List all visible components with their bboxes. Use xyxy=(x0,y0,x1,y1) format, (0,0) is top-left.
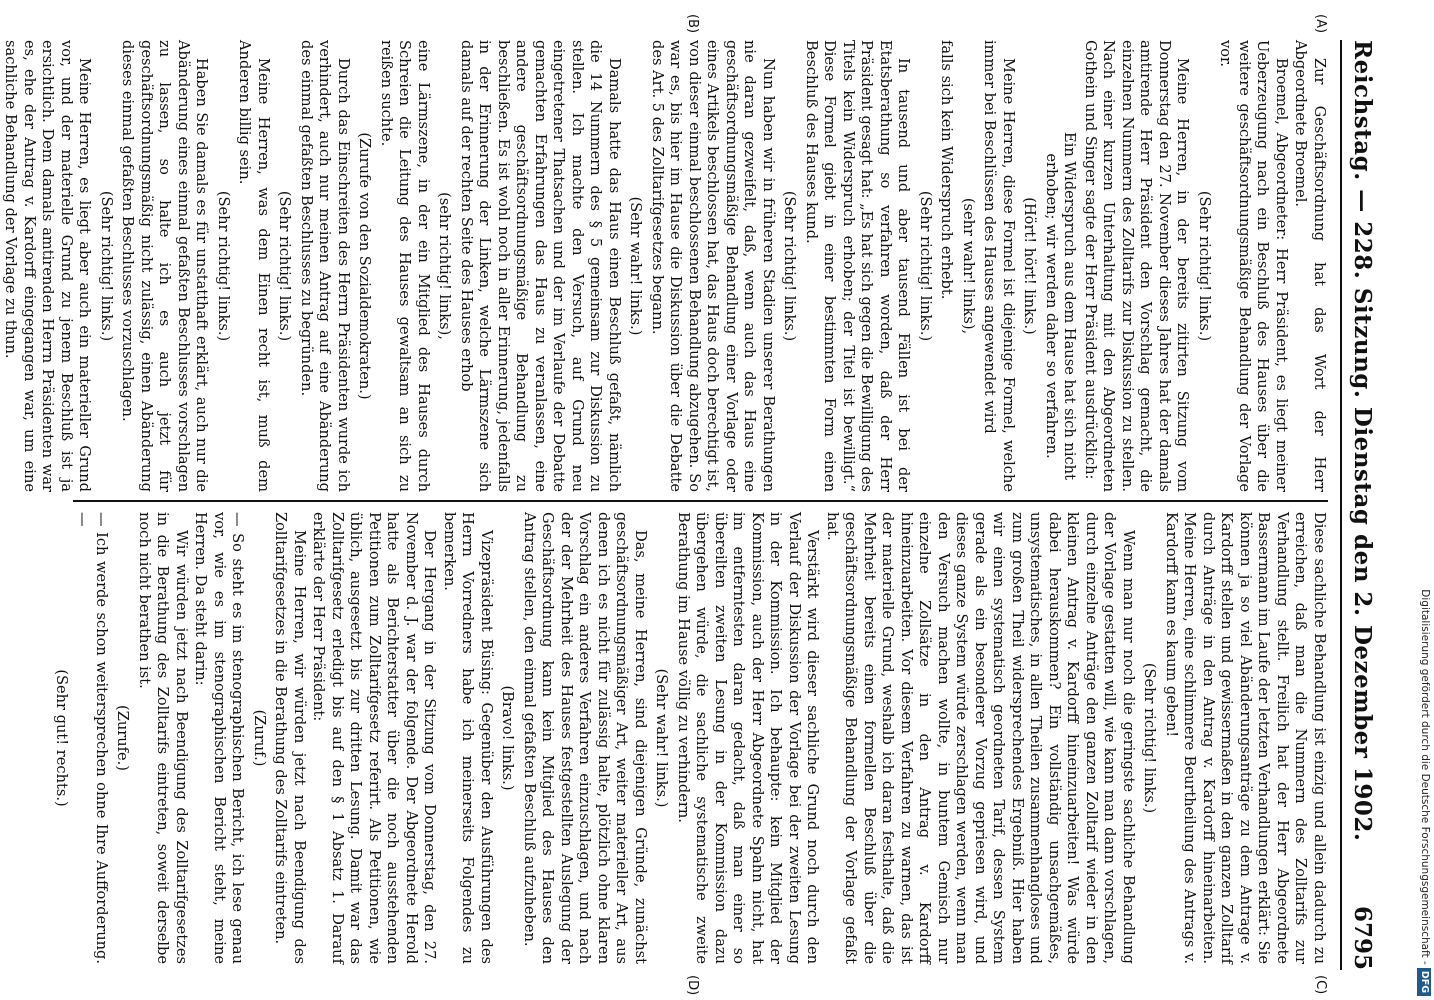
paragraph: Wenn man nur noch die geringste sachliche Behandlung der Vorlage gestatten will, wie kann man dann vorschlagen, durch einzelne Anträge den ganzen Zolltarif wieder in den kleinen Antrag v. Kardorff hineinzuarbeiten! Was würde dabei herauskommen? Ein vollständig unsachgemäßes, unsystematisches, in allen Theilen zusammenhangloses und zum großen Theil widersprechendes Ergebniß. Hier haben wir einen systematisch geordneten Tarif, dessen System gerade als ein besonderer Vorzug gepriesen wird, und dieses ganze System würde zerschlagen werden, wenn man den Versuch machen wollte, in buntem Gemisch nur einzelne Zollsätze in den Antrag v. Kardorff hineinzuarbeiten. Vor diesem Verfahren zu warnen, das ist der materielle Grund, weshalb ich daran festhalte, daß die Mehrheit bereits einen formellen Beschluß über die geschäftsordnungsmäßige Behandlung der Vorlage gefaßt hat. xyxy=(824,512,1137,964)
paragraph: — Ich werde schon weitersprechen ohne Ihre Aufforderung. — xyxy=(74,512,110,964)
interjection: (Sehr richtig! links.) xyxy=(276,190,294,342)
interjection: (Sehr wahr! links.) xyxy=(627,196,645,336)
interjection: (Hört! hört! links.) xyxy=(1021,197,1039,335)
header-title: Reichstag. — 228. Sitzung. Dienstag den 2. Dezember 1902. xyxy=(1349,40,1376,842)
quotation: Ein Widerspruch aus dem Hause hat sich nicht erhoben; wir werden daher so verfahren. xyxy=(1043,132,1079,480)
paragraph: Broemel, Abgeordneter: Herr Präsident, es liegt meiner Ueberzeugung nach ein Beschluß des Hauses über die weitere geschäftsordnungsmäßige Behandlung der Vorlage vor. xyxy=(1217,40,1290,492)
interjection: (Sehr wahr! links.) xyxy=(653,668,671,808)
column-divider xyxy=(73,500,1328,502)
left-column xyxy=(2,40,1328,492)
interjection: (Zurufe.) xyxy=(114,705,132,771)
interjection: (Sehr gut! rechts.) xyxy=(53,669,70,807)
page-header xyxy=(1340,40,1386,970)
paragraph: falls sich kein Widerspruch erhebt. xyxy=(938,40,956,300)
attribution-strip xyxy=(1418,6,1432,996)
margin-mark-c: (C) xyxy=(1313,975,1328,995)
attribution-label: Digitalisierung gefördert durch die Deutsche Forschungsgemeinschaft - xyxy=(1419,589,1431,965)
paragraph: Das, meine Herren, sind diejenigen Gründe, zunächst geschäftsordnungsmäßiger Art, weiter materieller Art, aus denen ich es nicht für zulässig halte, plötzlich ohne klaren Vorschlag ein anderes Verfahren einzuschlagen, und nach der der Mehrheit des Hauses festgestellten Auslegung der Geschäftsordnung kann kein Mitglied des Hauses den Antrag stellen, den einmal gefaßten Beschluß aufzuheben. xyxy=(521,512,649,964)
interjection: (Sehr richtig! links.) xyxy=(1141,662,1159,814)
paragraph: Vizepräsident Büsing: Gegenüber den Ausführungen des Herrn Vorredners habe ich meinerseits Folgendes zu bemerken. xyxy=(441,512,495,964)
paragraph: In tausend und aber tausend Fällen ist bei der Etatsberathung so verfahren worden, daß der Herr Präsident gesagt hat: „Es hat sich gegen die Bewilligung des Titels kein Widerspruch erhoben; der Titel ist bewilligt.“ Diese Formel giebt in einer bestimmten Form einen Beschluß des Hauses kund. xyxy=(803,40,913,492)
quotation: Meine Herren, wir würden jetzt nach Beendigung des Zolltarifgesetzes in die Berathung des Zolltarifs eintreten. xyxy=(272,512,308,964)
attribution-text xyxy=(1418,6,1432,996)
paragraph: Durch das Einschreiten des Herrn Präsidenten wurde ich verhindert, auch nur meinen Antrag auf eine Abänderung des einmal gefaßten Beschlusses zu begründen. xyxy=(298,40,352,492)
interjection: (sehr richtig! links), xyxy=(436,192,454,340)
interjection: (Zurufe von den Sozialdemokraten.) xyxy=(356,132,374,400)
paragraph: Meine Herren, diese Formel ist diejenige Formel, welche immer bei Beschlüssen des Hauses angewendet wird xyxy=(981,40,1017,492)
margin-mark-b: (B) xyxy=(685,14,700,34)
interjection: (Sehr richtig! links.) xyxy=(215,190,232,342)
paragraph: Diese sachliche Behandlung ist einzig und allein dadurch zu erreichen, daß man die Nummern des Zolltarifs zur Verhandlung stellt. Freilich hat der Herr Abgeordnete Bassermann im Laufe der letzten Verhandlungen erklärt: Sie können ja so viel Abänderungsanträge zu dem Antrage v. Kardorff stellen und gewissermaßen in den ganzen Zolltarif durch Anträge in den Antrag v. Kardorff hineinarbeiten. Meine Herren, eine schlimmere Beurtheilung des Antrags v. Kardorff kann es kaum geben! xyxy=(1163,512,1328,964)
interjection: (Sehr richtig! links.) xyxy=(917,190,934,342)
quotation: Wir würden jetzt nach Beendigung des Zolltarifgesetzes in die Berathung des Zolltarifs eintreten, soweit derselbe noch nicht berathen ist. xyxy=(136,512,190,964)
paragraph: Zur Geschäftsordnung hat das Wort der Herr Abgeordnete Broemel. xyxy=(1292,40,1328,492)
interjection: (Sehr richtig! links.) xyxy=(1196,190,1213,342)
interjection: (Sehr richtig! links.) xyxy=(98,190,115,342)
paragraph: Verstärkt wird dieser sachliche Grund noch durch den Verlauf der Diskussion der Vorlage bei der zweiten Lesung in der Kommission. Ich behaupte: kein Mitglied der Kommission, auch der Herr Abgeordnete Spahn nicht, hat im entferntesten daran gedacht, daß man einer so übereilten zweiten Lesung in der Kommission dazu übergehen würde, die sachliche systematische zweite Berathung im Hause völlig zu verhindern. xyxy=(675,512,822,964)
paragraph: Meine Herren, in der bereits zitirten Sitzung vom Donnerstag den 27. November dieses Jahres hat der damals amtirende Herr Präsident den Vorschlag gemacht, die einzelnen Nummern des Zolltarifs zur Diskussion zu stellen. Nach einer kurzen Unterhaltung mit den Abgeordneten Gothein und Singer sagte der Herr Präsident ausdrücklich: xyxy=(1082,40,1192,492)
paragraph: eine Lärmszene, in der ein Mitglied des Hauses durch Schreien die Leitung des Hauses gewaltsam an sich zu reißen suchte. xyxy=(378,40,432,492)
margin-mark-d: (D) xyxy=(685,975,700,996)
paragraph: Damals hatte das Haus einen Beschluß gefaßt, nämlich die 14 Nummern des § 5 gemeinsam zur Diskussion zu stellen. Ich machte den Versuch, auf Grund neu eingetretener Thatsachen und der im Verlaufe der Debatte gemachten Erfahrungen das Haus zu veranlassen, eine andere geschäftsordnungsmäßige Behandlung zu beschließen. Es ist wohl noch in aller Erinnerung, jedenfalls in der Erinnerung der Linken, welche Lärmszene sich damals auf der rechten Seite des Hauses erhob xyxy=(458,40,623,492)
page-number: 6795 xyxy=(1349,905,1376,970)
interjection: (sehr wahr! links), xyxy=(960,197,977,335)
interjection: (Sehr richtig! links.) xyxy=(781,190,799,342)
right-column xyxy=(53,512,1328,964)
paragraph: Meine Herren, es liegt aber auch ein materieller Grund vor, und der materielle Grund zu jenem Beschluß ist ja ersichtlich. Dem damals amtirenden Herrn Präsidenten war es, ehe der Antrag v. Kardorff eingegangen war, um eine sachliche Behandlung der Vorlage zu thun. xyxy=(2,40,94,492)
paragraph: Nun haben wir in früheren Stadien unserer Berathungen nie daran gezweifelt, daß, wenn auch das Haus eine geschäftsordnungsmäßige Behandlung einer Vorlage oder eines Artikels beschlossen hat, das Haus doch berechtigt ist, von dieser einmal beschlossenen Behandlung abzugehen. So war es, bis hier im Hause die Diskussion über die Debatte des Art. 5 des Zolltarifgesetzes begann. xyxy=(649,40,777,492)
paragraph: Meine Herren, was dem Einen recht ist, muß dem Anderen billig sein. xyxy=(236,40,272,492)
dfg-logo: DFG xyxy=(1417,968,1431,996)
interjection: (Zuruf.) xyxy=(251,709,268,767)
paragraph: — So steht es im stenographischen Bericht, ich lese genau vor, wie es im stenographischen Bericht steht, meine Herren. Da steht darin: xyxy=(192,512,247,964)
margin-mark-a: (A) xyxy=(1313,14,1328,34)
paragraph: Der Hergang in der Sitzung vom Donnerstag, den 27. November d. J. war der folgende. Der Abgeordnete Herold hatte als Berichterstatter über die noch ausstehenden Petitionen zum Zolltarifgesetz referirt. Als Petitionen, wie üblich, ausgesetzt bis zur dritten Lesung. Damit war das Zolltarifgesetz erledigt bis auf den § 1 Absatz 1. Darauf erklärte der Herr Präsident: xyxy=(310,512,439,964)
paragraph: Haben Sie damals es für unstatthaft erklärt, auch nur die Abänderung eines einmal gefaßten Beschlusses vorschlagen zu lassen, so halte ich es auch jetzt für geschäftsordnungsmäßig nicht zulässig, einen Abänderung dieses einmal gefaßten Beschlusses vorzuschlagen. xyxy=(119,40,211,492)
interjection: (Bravo! links.) xyxy=(499,685,517,791)
